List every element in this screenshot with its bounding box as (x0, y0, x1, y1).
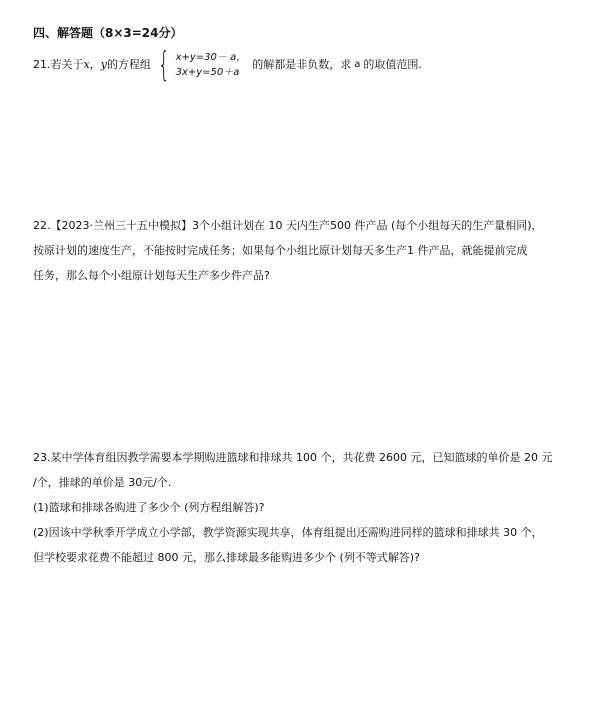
q21-prefix: 21.若关于 (33, 58, 84, 71)
q21-var-x: x (83, 58, 90, 71)
system-brace: { (157, 45, 170, 85)
equation-system (176, 50, 247, 80)
q21-mid: 的方程组 (106, 58, 151, 71)
section-title: 四、解答题（8×3=24分） (33, 26, 183, 40)
q23-part-1: (1)篮球和排球各购进了多少个 (列方程组解答)? (33, 501, 265, 514)
q21-suffix: 的解都是非负数，求 (252, 58, 352, 71)
q23-line-1: 23.某中学体育组因教学需要本学期购进篮球和排球共 100 个，共花费 2600 元，已知篮球的单价是 20 元 (33, 451, 553, 464)
equation-1: x+y=30－ a， (175, 52, 247, 63)
question-23 (33, 447, 552, 572)
question-22 (33, 215, 543, 290)
q23-line-2: /个，排球的单价是 30元/个. (33, 476, 172, 489)
question-21 (33, 46, 422, 84)
q21-var-a: a (354, 59, 361, 70)
equation-2: 3x+y=50＋a (175, 67, 240, 78)
q21-var-y: y (100, 58, 107, 71)
q22-line-1: 22.【2023·兰州三十五中模拟】3个小组计划在 10 天内生产500 件产品 (每个小组每天的生产量相同)， (33, 219, 543, 232)
q23-part-2-line-2: 但学校要求花费不能超过 800 元，那么排球最多能购进多少个 (列不等式解答)? (33, 551, 420, 564)
q22-line-3: 任务，那么每个小组原计划每天生产多少件产品? (33, 269, 270, 282)
q21-end: 的取值范围. (363, 58, 422, 71)
q22-line-2: 按原计划的速度生产，不能按时完成任务；如果每个小组比原计划每天多生产1 件产品，就能提前完成 (33, 244, 528, 257)
q21-sep: ， (89, 58, 101, 71)
q23-part-2-line-1: (2)因该中学秋季开学成立小学部，教学资源实现共享，体育组提出还需购进同样的篮球和排球共 30 个， (33, 526, 543, 539)
